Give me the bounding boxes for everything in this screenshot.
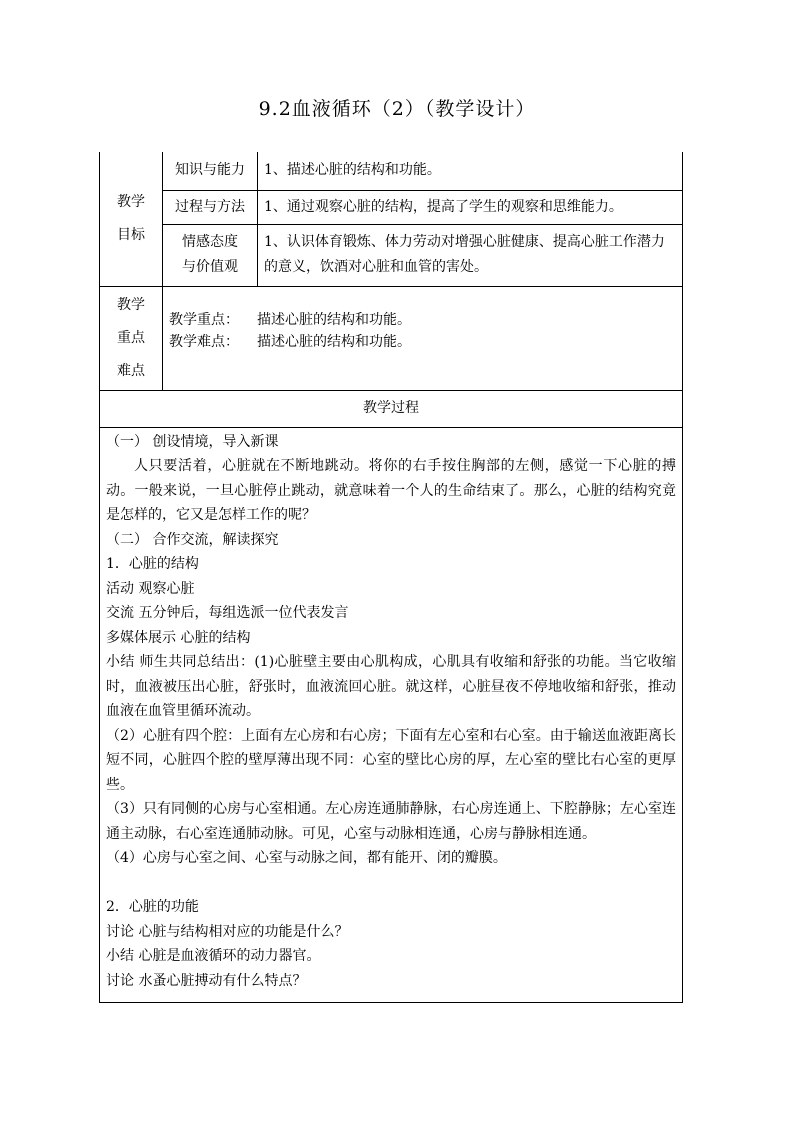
paragraph: 讨论 心脏与结构相对应的功能是什么？ — [106, 923, 349, 940]
paragraph: （2）心脏有四个腔：上面有左心房和右心房；下面有左心室和右心室。由于输送血液距离长短不同，心脏四个腔的壁厚薄出现不同：心室的壁比心房的厚，左心室的壁比右心室的更厚些。 — [106, 727, 676, 793]
key-points-content — [163, 286, 683, 390]
objectives-label-cell — [100, 152, 163, 286]
key-points-label-line: 重点 — [117, 329, 145, 346]
paragraph: （3）只有同侧的心房与心室相通。左心房连通肺静脉，右心房连通上、下腔静脉；左心室连通主动脉，右心室连通肺动脉。可见，心室与动脉相连通，心房与静脉相连通。 — [106, 801, 676, 842]
paragraph: 人只要活着，心脏就在不断地跳动。将你的右手按住胸部的左侧，感觉一下心脏的搏动。一般来说，一旦心脏停止跳动，就意味着一个人的生命结束了。那么，心脏的结构究竟是怎样的，它又是怎样工作的呢？ — [106, 458, 676, 523]
teaching-difficulty — [169, 331, 676, 353]
paragraph: 交流 五分钟后，每组选派一位代表发言 — [106, 605, 349, 621]
process-body — [100, 427, 683, 1002]
objective-content: 1、认识体育锻炼、体力劳动对增强心脏健康、提高心脏工作潜力的意义，饮酒对心脏和血管的害处。 — [258, 224, 683, 286]
key-points-row — [100, 286, 683, 390]
document-title: 9.2血液循环（2）（教学设计） — [258, 98, 536, 120]
objectives-label-line: 目标 — [117, 226, 145, 243]
paragraph: 讨论 水蚤心脏搏动有什么特点？ — [106, 972, 307, 989]
paragraph: 小结 师生共同总结出：(1)心脏壁主要由心肌构成，心肌具有收缩和舒张的功能。当它收缩时，血液被压出心脏，舒张时，血液流回心脏。就这样，心脏昼夜不停地收缩和舒张，推动血液在血管里循环流动。 — [106, 654, 676, 719]
objectives-label-line: 教学 — [117, 193, 145, 210]
blank-line — [106, 871, 676, 896]
objective-category: 情感态度 — [182, 234, 238, 250]
teaching-difficulty-value: 描述心脏的结构和功能。 — [257, 333, 411, 350]
process-body-row — [100, 427, 683, 1002]
section-heading: （二） 合作交流，解读探究 — [106, 531, 279, 548]
process-heading-row — [100, 390, 683, 427]
key-points-label-line: 教学 — [117, 296, 145, 313]
key-points-label-cell — [100, 286, 163, 390]
teaching-difficulty-label: 教学难点： — [169, 333, 239, 350]
subheading: 1．心脏的结构 — [106, 556, 199, 572]
objective-category: 知识与能力 — [163, 152, 258, 190]
objective-category-cell — [163, 224, 258, 286]
paragraph: 活动 观察心脏 — [106, 580, 195, 597]
key-points-label-line: 难点 — [117, 362, 145, 379]
objective-content: 1、描述心脏的结构和功能。 — [258, 152, 683, 190]
subheading: 2．心脏的功能 — [106, 899, 199, 915]
teaching-focus-value: 描述心脏的结构和功能。 — [257, 311, 411, 328]
objective-row-knowledge — [100, 152, 683, 190]
paragraph: 小结 心脏是血液循环的动力器官。 — [106, 948, 321, 964]
section-heading: （一） 创设情境，导入新课 — [106, 433, 279, 450]
teaching-focus-label: 教学重点： — [169, 311, 239, 328]
objective-content: 1、通过观察心脏的结构，提高了学生的观察和思维能力。 — [258, 190, 683, 224]
lesson-plan-table — [99, 152, 683, 1003]
paragraph: （4）心房与心室之间、心室与动脉之间，都有能开、闭的瓣膜。 — [106, 850, 507, 866]
objective-category: 过程与方法 — [163, 190, 258, 224]
teaching-focus — [169, 309, 676, 331]
objective-row-process — [100, 190, 683, 224]
process-heading: 教学过程 — [100, 390, 683, 427]
objective-category: 与价值观 — [182, 259, 238, 275]
objective-row-attitude — [100, 224, 683, 286]
paragraph: 多媒体展示 心脏的结构 — [106, 629, 251, 646]
